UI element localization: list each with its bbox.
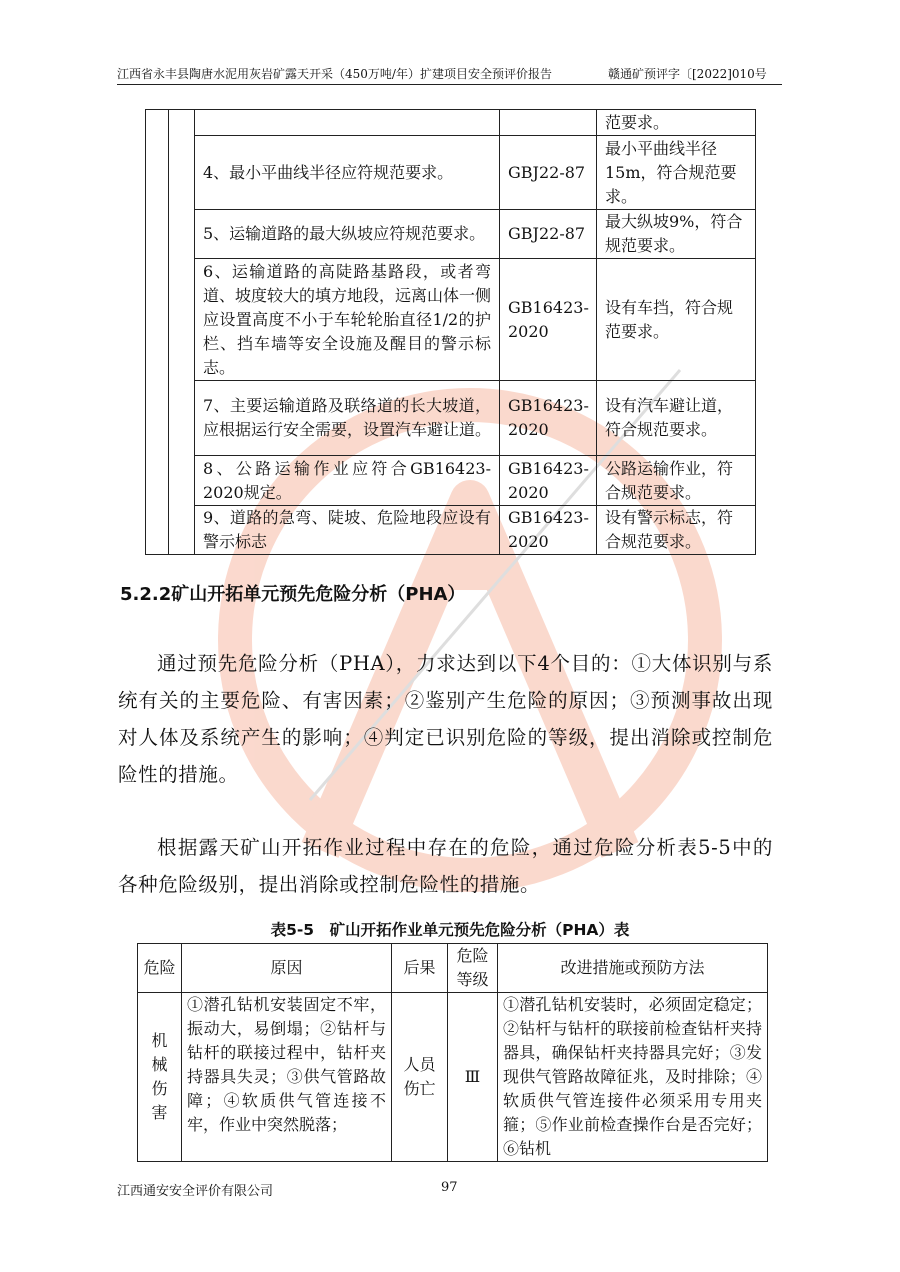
table-header-row (138, 944, 768, 993)
result-cell: 设有警示标志，符合规范要求。 (597, 506, 756, 555)
check-content (195, 110, 500, 136)
level-cell: Ⅲ (448, 993, 498, 1162)
check-content: 6、运输道路的高陡路基路段，或者弯道、坡度较大的填方地段，远离山体一侧应设置高度不小于车轮轮胎直径1/2的护栏、挡车墙等安全设施及醒目的警示标志。 (195, 259, 500, 381)
standard-cell: GBJ22-87 (500, 136, 597, 210)
consequence-cell: 人员伤亡 (392, 993, 448, 1162)
standard-cell: GB16423-2020 (500, 506, 597, 555)
cause-cell: ①潜孔钻机安装固定不牢，振动大，易倒塌；②钻杆与钻杆的联接过程中，钻杆夹持器具失灵；③供气管路故障；④软质供气管连接不牢，作业中突然脱落； (182, 993, 392, 1162)
standard-cell: GBJ22-87 (500, 210, 597, 259)
section-heading: 5.2.2矿山开拓单元预先危险分析（PHA） (120, 584, 466, 605)
result-cell: 最大纵坡9%，符合规范要求。 (597, 210, 756, 259)
result-cell: 公路运输作业，符合规范要求。 (597, 456, 756, 506)
col-header-hazard: 危险 (138, 944, 182, 993)
standard-cell: GB16423-2020 (500, 381, 597, 456)
table-row (146, 136, 756, 210)
standard-cell: GB16423-2020 (500, 456, 597, 506)
header-title: 江西省永丰县陶唐水泥用灰岩矿露天开采（450万吨/年）扩建项目安全预评价报告 (117, 67, 552, 81)
header-doc-number: 赣通矿预评字〔[2022]010号 (608, 67, 767, 81)
result-cell: 最小平曲线半径15m，符合规范要求。 (597, 136, 756, 210)
result-cell: 范要求。 (597, 110, 756, 136)
check-content: 5、运输道路的最大纵坡应符规范要求。 (195, 210, 500, 259)
result-cell: 设有车挡，符合规范要求。 (597, 259, 756, 381)
footer-company: 江西通安安全评价有限公司 (117, 1184, 274, 1199)
category-cell (146, 110, 169, 555)
body-paragraph: 通过预先危险分析（PHA），力求达到以下4个目的：①大体识别与系统有关的主要危险、有害因素；②鉴别产生危险的原因；③预测事故出现对人体及系统产生的影响；④判定已识别危险的等级，提出消除或控制危险性的措施。 (118, 652, 773, 786)
standard-cell (500, 110, 597, 136)
hazard-cell: 机械伤害 (138, 993, 182, 1162)
table-row (146, 210, 756, 259)
table-caption: 表5-5 矿山开拓作业单元预先危险分析（PHA）表 (270, 921, 630, 939)
result-cell: 设有汽车避让道，符合规范要求。 (597, 381, 756, 456)
pha-table (137, 943, 768, 1162)
check-content: 9、道路的急弯、陡坡、危险地段应设有警示标志 (195, 506, 500, 555)
measures-cell: ①潜孔钻机安装时，必须固定稳定；②钻杆与钻杆的联接前检查钻杆夹持器具，确保钻杆夹持器具完好；③发现供气管路故障征兆，及时排除；④软质供气管连接件必须采用专用夹箍；⑤作业前检查操作台是否完好；⑥钻机 (498, 993, 768, 1162)
col-header-cause: 原因 (182, 944, 392, 993)
compliance-table (145, 109, 756, 555)
col-header-level: 危险等级 (448, 944, 498, 993)
check-content: 8、公路运输作业应符合GB16423-2020规定。 (195, 456, 500, 506)
table-row (138, 993, 768, 1162)
table-row (146, 110, 756, 136)
subcategory-cell (169, 110, 195, 555)
table-row (146, 259, 756, 381)
header-rule (117, 84, 782, 85)
table-row (146, 381, 756, 456)
page-number: 97 (441, 1180, 458, 1195)
table-row (146, 456, 756, 506)
check-content: 4、最小平曲线半径应符规范要求。 (195, 136, 500, 210)
table-row (146, 506, 756, 555)
col-header-measures: 改进措施或预防方法 (498, 944, 768, 993)
standard-cell: GB16423-2020 (500, 259, 597, 381)
check-content: 7、主要运输道路及联络道的长大坡道，应根据运行安全需要，设置汽车避让道。 (195, 381, 500, 456)
body-paragraph: 根据露天矿山开拓作业过程中存在的危险，通过危险分析表5-5中的各种危险级别，提出消除或控制危险性的措施。 (118, 836, 773, 896)
col-header-consequence: 后果 (392, 944, 448, 993)
